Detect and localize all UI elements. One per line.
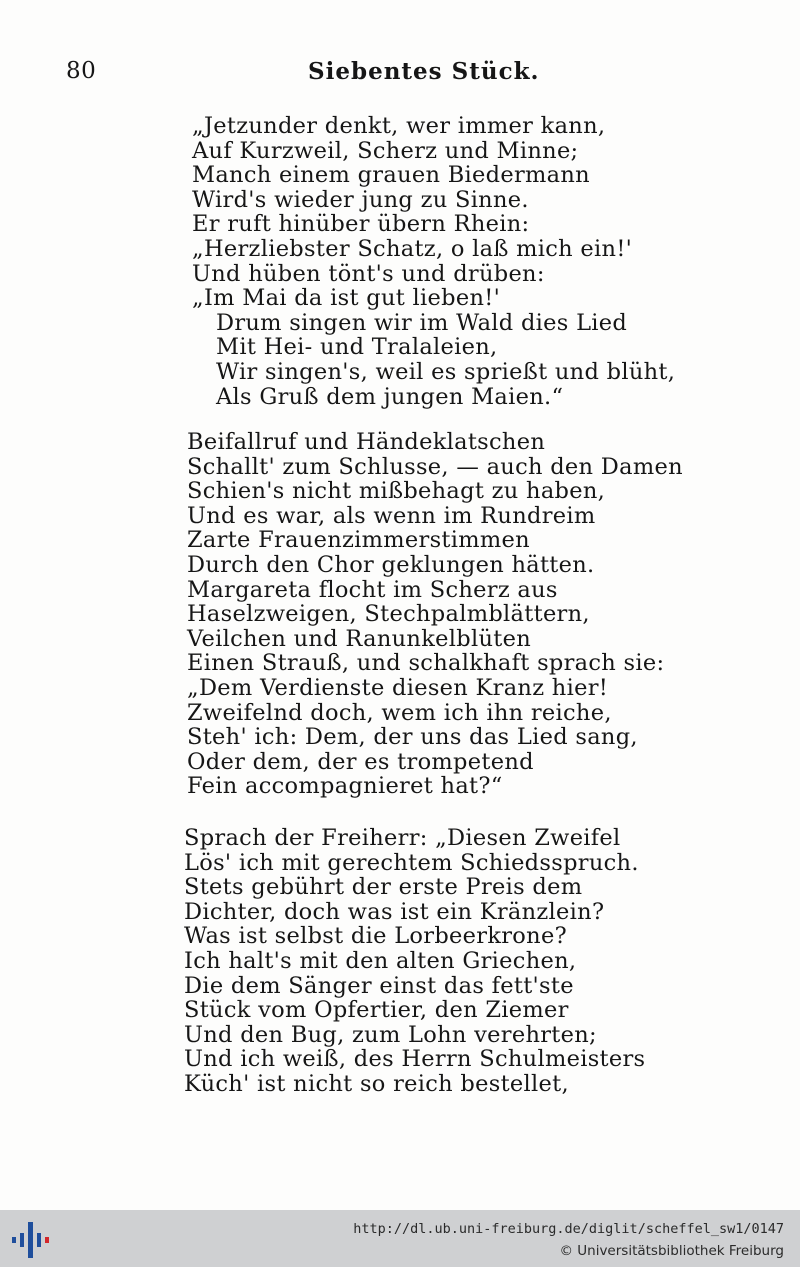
page-number: 80 [66, 58, 97, 84]
verse-line: Und den Bug, zum Lohn verehrten; [184, 1021, 597, 1048]
verse-line: Schien's nicht mißbehagt zu haben, [187, 478, 606, 505]
verse-line: Margareta flocht im Scherz aus [187, 576, 558, 603]
verse-line: Beifallruf und Händeklatschen [187, 429, 546, 455]
verse-line: Lös' ich mit gerechtem Schiedsspruch. [184, 849, 639, 876]
verse-line: „Herzliebster Schatz, o laß mich ein!' [192, 235, 633, 262]
verse-line: Haselzweigen, Stechpalmblättern, [187, 601, 590, 628]
verse-line: Und es war, als wenn im Rundreim [187, 502, 596, 529]
verse-line: Zweifelnd doch, wem ich ihn reiche, [187, 699, 612, 726]
verse-line: Zarte Frauenzimmerstimmen [187, 527, 530, 554]
refrain-line: Mit Hei- und Tralaleien, [216, 334, 498, 361]
verse-line: Stück vom Opfertier, den Ziemer [184, 997, 569, 1024]
footer-bar [0, 1210, 800, 1267]
verse-line: „Dem Verdienste diesen Kranz hier! [187, 674, 609, 701]
verse-line: „Jetzunder denkt, wer immer kann, [192, 113, 606, 139]
verse-line: „Im Mai da ist gut lieben!' [192, 285, 501, 312]
verse-line: Fein accompagnieret hat?“ [187, 773, 503, 800]
verse-line: Sprach der Freiherr: „Diesen Zweifel [184, 825, 621, 851]
verse-line: Ich halt's mit den alten Griechen, [184, 947, 577, 974]
verse-line: Steh' ich: Dem, der uns das Lied sang, [187, 724, 638, 751]
stanza-2 [187, 430, 683, 799]
ub-freiburg-logo-icon[interactable] [10, 1220, 54, 1260]
verse-line: Und hüben tönt's und drüben: [192, 260, 545, 287]
verse-line: Oder dem, der es trompetend [187, 748, 534, 775]
verse-line: Und ich weiß, des Herrn Schulmeisters [184, 1046, 646, 1073]
verse-line: Dichter, doch was ist ein Kränzlein? [184, 898, 605, 925]
source-url-link[interactable]: http://dl.ub.uni-freiburg.de/diglit/scheffel_sw1/0147 [353, 1221, 784, 1237]
verse-line: Schallt' zum Schlusse, — auch den Damen [187, 453, 683, 480]
verse-line: Was ist selbst die Lorbeerkrone? [184, 923, 567, 950]
verse-line: Er ruft hinüber übern Rhein: [192, 211, 530, 238]
verse-line: Durch den Chor geklungen hätten. [187, 551, 595, 578]
stanza-1 [192, 114, 675, 409]
refrain-line: Als Gruß dem jungen Maien.“ [216, 383, 564, 410]
stanza-3 [184, 826, 645, 1097]
verse-line: Veilchen und Ranunkelblüten [187, 625, 532, 652]
verse-line: Küch' ist nicht so reich bestellet, [184, 1070, 569, 1097]
running-head: Siebentes Stück. [308, 58, 540, 85]
verse-line: Einen Strauß, und schalkhaft sprach sie: [187, 650, 665, 677]
verse-line: Die dem Sänger einst das fett'ste [184, 972, 574, 999]
verse-line: Wird's wieder jung zu Sinne. [192, 186, 529, 213]
verse-line: Auf Kurzweil, Scherz und Minne; [192, 137, 579, 164]
refrain-line: Drum singen wir im Wald dies Lied [216, 309, 628, 336]
refrain-line: Wir singen's, weil es sprießt und blüht, [216, 358, 676, 385]
copyright-notice: © Universitätsbibliothek Freiburg [559, 1243, 784, 1259]
verse-line: Stets gebührt der erste Preis dem [184, 874, 583, 901]
verse-line: Manch einem grauen Biedermann [192, 162, 590, 189]
